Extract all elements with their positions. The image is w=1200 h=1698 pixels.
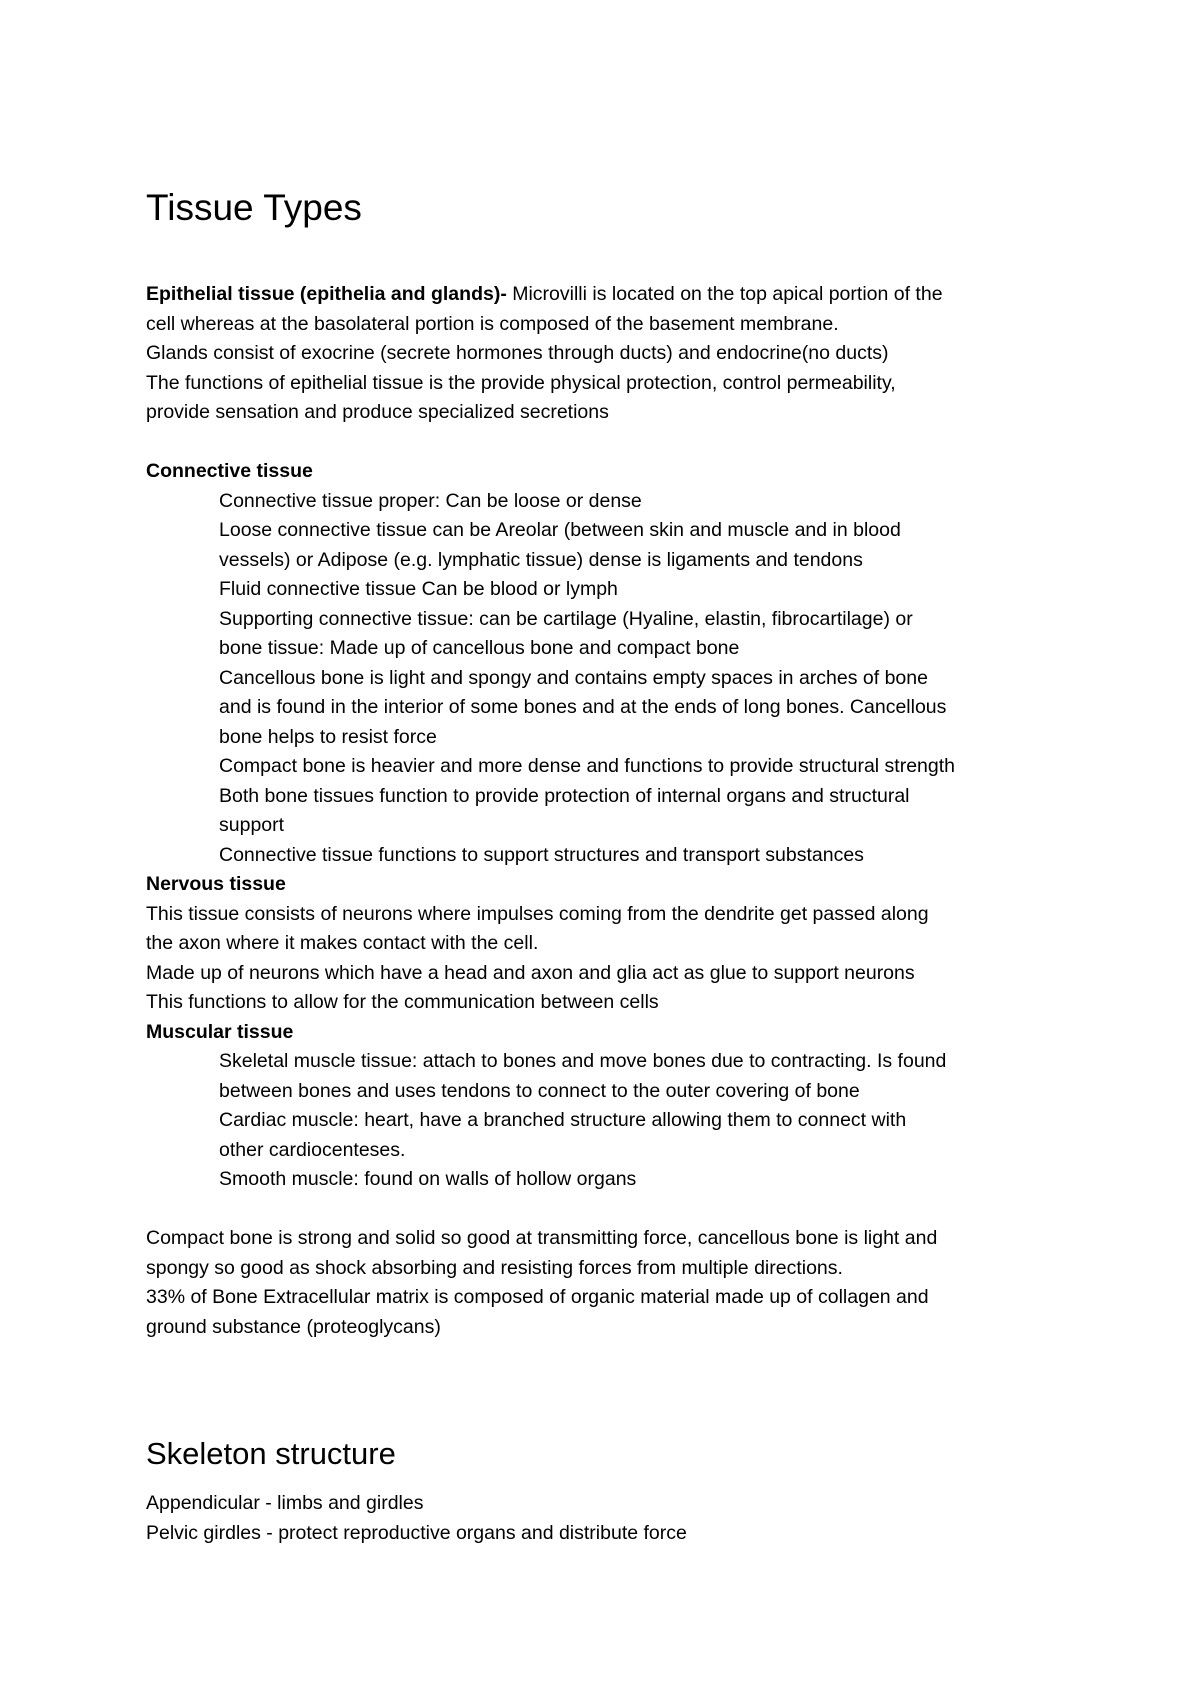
connective-line-10: Compact bone is heavier and more dense and functions to provide structural strength — [219, 755, 956, 777]
connective-line-11: Both bone tissues function to provide protection of internal organs and structural — [219, 784, 910, 807]
connective-line-2: Loose connective tissue can be Areolar (between skin and muscle and in blood — [219, 519, 901, 541]
muscular-line-5: Smooth muscle: found on walls of hollow organs — [219, 1168, 637, 1190]
connective-line-5: Supporting connective tissue: can be cartilage (Hyaline, elastin, fibrocartilage) or — [219, 607, 913, 630]
epithelial-line-3: Glands consist of exocrine (secrete hormones through ducts) and endocrine(no ducts) — [146, 342, 889, 364]
skeleton-line-1: Appendicular - limbs and girdles — [146, 1492, 424, 1514]
page-title: Tissue Types — [146, 187, 362, 228]
connective-line-1: Connective tissue proper: Can be loose or dense — [219, 489, 642, 512]
connective-line-7: Cancellous bone is light and spongy and contains empty spaces in arches of bone — [219, 666, 928, 689]
muscular-heading: Muscular tissue — [146, 1020, 294, 1043]
muscular-line-3: Cardiac muscle: heart, have a branched structure allowing them to connect with — [219, 1109, 907, 1131]
nervous-line-2: the axon where it makes contact with the cell. — [146, 932, 539, 954]
nervous-heading: Nervous tissue — [146, 873, 286, 895]
connective-line-13: Connective tissue functions to support structures and transport substances — [219, 843, 864, 866]
epithelial-line-2: cell whereas at the basolateral portion is composed of the basement membrane. — [146, 312, 839, 335]
skeleton-heading: Skeleton structure — [146, 1436, 396, 1471]
epithelial-line-5: provide sensation and produce specialized secretions — [146, 401, 609, 423]
summary-line-3: 33% of Bone Extracellular matrix is composed of organic material made up of collagen and — [146, 1286, 929, 1308]
connective-line-3: vessels) or Adipose (e.g. lymphatic tissue) dense is ligaments and tendons — [219, 548, 863, 571]
connective-line-9: bone helps to resist force — [219, 725, 437, 748]
epithelial-line-4: The functions of epithelial tissue is the provide physical protection, control permeability, — [146, 371, 896, 394]
muscular-line-4: other cardiocenteses. — [219, 1138, 406, 1161]
nervous-line-3: Made up of neurons which have a head and axon and glia act as glue to support neurons — [146, 961, 915, 984]
summary-line-2: spongy so good as shock absorbing and resisting forces from multiple directions. — [146, 1256, 843, 1279]
connective-line-8: and is found in the interior of some bones and at the ends of long bones. Cancellous — [219, 696, 947, 718]
summary-line-4: ground substance (proteoglycans) — [146, 1315, 441, 1338]
epithelial-line-1: Microvilli is located on the top apical portion of the — [506, 283, 943, 305]
muscular-line-2: between bones and uses tendons to connect to the outer covering of bone — [219, 1079, 860, 1102]
summary-line-1: Compact bone is strong and solid so good at transmitting force, cancellous bone is light and — [146, 1227, 938, 1249]
epithelial-heading: Epithelial tissue (epithelia and glands)- — [146, 283, 507, 305]
connective-line-4: Fluid connective tissue Can be blood or lymph — [219, 578, 618, 600]
nervous-line-1: This tissue consists of neurons where impulses coming from the dendrite get passed along — [146, 902, 929, 925]
connective-heading: Connective tissue — [146, 460, 313, 482]
nervous-line-4: This functions to allow for the communication between cells — [146, 991, 659, 1013]
skeleton-line-2: Pelvic girdles - protect reproductive organs and distribute force — [146, 1521, 687, 1544]
epithelial-first-line — [146, 280, 943, 310]
muscular-line-1: Skeletal muscle tissue: attach to bones and move bones due to contracting. Is found — [219, 1050, 947, 1072]
connective-line-6: bone tissue: Made up of cancellous bone and compact bone — [219, 637, 740, 659]
connective-line-12: support — [219, 814, 285, 836]
